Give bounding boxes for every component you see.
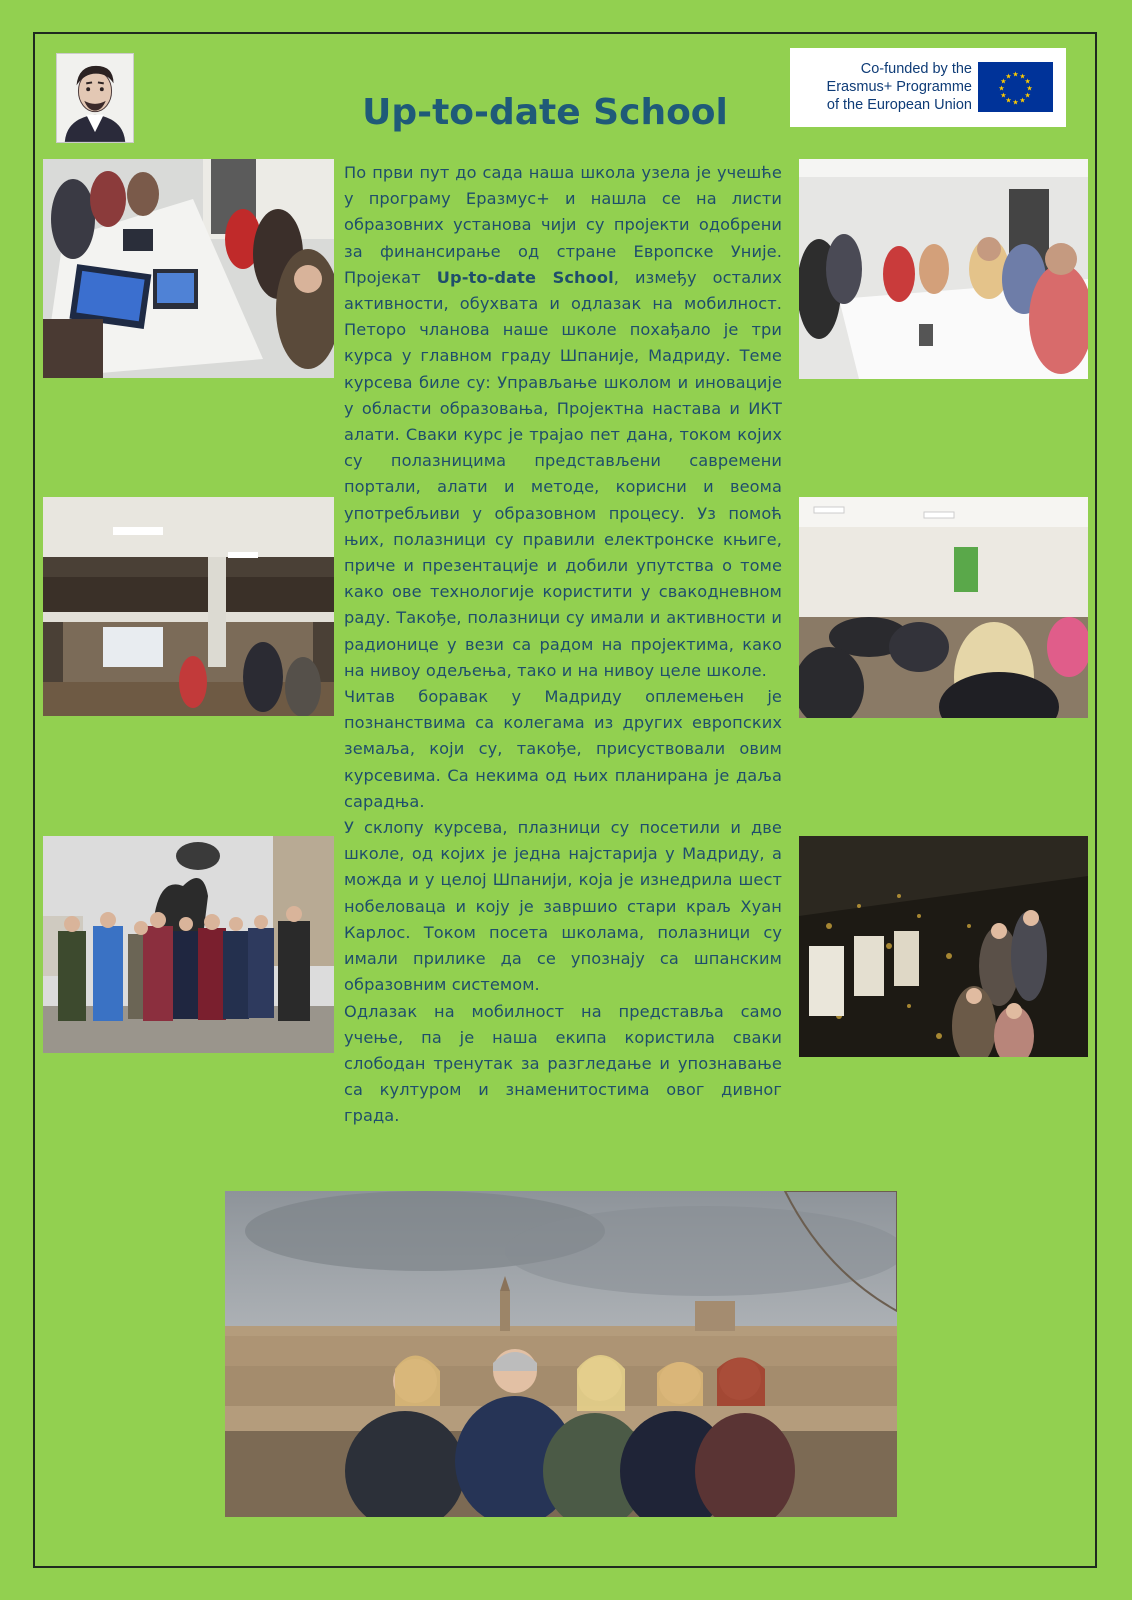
svg-text:★: ★ bbox=[1005, 96, 1012, 105]
svg-text:★: ★ bbox=[1005, 72, 1012, 81]
svg-text:★: ★ bbox=[1026, 84, 1033, 93]
erasmus-caption-line2: Erasmus+ Programme bbox=[826, 79, 972, 95]
erasmus-caption-line1: Co-funded by the bbox=[860, 61, 972, 77]
svg-text:★: ★ bbox=[1000, 91, 1007, 100]
article-paragraph-3: У склопу курсева, плазници су посетили и две школе, од којих је једна најстарија у Мадриду, а можда и у целој Шпанији, која је изнедрила шест нобеловаца и коју је завршио стари краљ Хуан Карлос. Током посета школама, полазници су имали прилике да се упознају са шпанским образовним системом. bbox=[344, 818, 782, 995]
erasmus-caption-line3: of the European Union bbox=[826, 97, 972, 113]
author-portrait-icon bbox=[56, 53, 134, 143]
photo-museum-visit bbox=[799, 836, 1088, 1057]
svg-text:★: ★ bbox=[1024, 77, 1031, 86]
photo-laptop-workshop bbox=[43, 159, 334, 378]
article-body bbox=[344, 160, 782, 1130]
page-title: Up-to-date School bbox=[362, 92, 728, 133]
svg-text:★: ★ bbox=[1024, 91, 1031, 100]
photo-group-bear-statue bbox=[43, 836, 334, 1053]
eu-flag-icon bbox=[978, 62, 1053, 112]
erasmus-caption bbox=[802, 60, 972, 114]
project-name: Up-to-date School bbox=[436, 267, 614, 287]
erasmus-logo bbox=[790, 48, 1066, 127]
svg-text:★: ★ bbox=[1019, 96, 1026, 105]
svg-text:★: ★ bbox=[998, 84, 1005, 93]
svg-text:★: ★ bbox=[1012, 70, 1019, 79]
paragraph-1-rest: , између осталих активности, обухвата и одлазак на мобилност. Петоро чланова наше школе похађало је три курса у главном граду Шпаније, Мадриду. Теме курсева биле су: Управљање школом и иновације у области образовања, Пројектна настава и ИКТ алати. Сваки курс је трајао пет дана, током којих су полазницима представљени савремени портали, алати и методе, корисни и веома употребљиви у образовном процесу. Уз помоћ њих, полазници су правили електронске књиге, приче и презентације и добили упутства о томе како ове технологије користити у свакодневном раду. Такође, полазници су имали и активности и радионице у вези са радом на пројектима, како на нивоу одељења, тако и на нивоу целе школе. bbox=[344, 267, 782, 680]
svg-text:★: ★ bbox=[1012, 98, 1019, 107]
article-paragraph-2: Читав боравак у Мадриду оплемењен је познанствима са колегама из других европских земаља, који су, такође, присуствовали овим курсевима. Са некима од њих планирана је даља сарадња. bbox=[344, 687, 782, 811]
paragraph-1-intro: По први пут до сада наша школа узела је учешће у програму Еразмус+ и нашла се на листи образовних установа чији су пројекти одобрени за финансирање од стране Европске Уније. Пројекат bbox=[344, 163, 782, 287]
article-paragraph-1 bbox=[344, 160, 782, 684]
photo-meeting-room bbox=[799, 159, 1088, 379]
photo-toledo-panorama bbox=[225, 1191, 897, 1517]
svg-text:★: ★ bbox=[1000, 77, 1007, 86]
photo-library bbox=[43, 497, 334, 716]
article-paragraph-4: Одлазак на мобилност на представља само учење, па је наша екипа користила сваки слободан тренутак за разгледање и упознавање са културом и знаменитостима овог дивног града. bbox=[344, 1001, 782, 1126]
svg-text:★: ★ bbox=[1019, 72, 1026, 81]
photo-classroom bbox=[799, 497, 1088, 718]
